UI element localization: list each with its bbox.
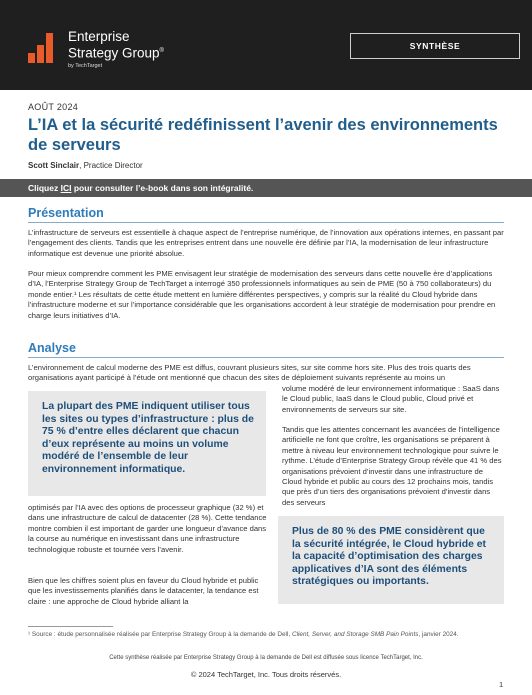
analyse-right-paragraph-2: Tandis que les attentes concernant les avancées de l’intelligence artificielle ne font que croître, les organisations se préparent à mettre à niveau leur environnement technologique pour suivre le rythme. L’étude d’Enterprise Strategy Group révèle que 41 % des organisations prévoient d’investir dans une infrastructure de Cloud hybride et public au cours des 12 prochains mois, tandis que près d’un tiers des organisations prévoient d’investir dans des serveurs bbox=[282, 425, 502, 507]
presentation-paragraph-2: Pour mieux comprendre comment les PME envisagent leur stratégie de modernisation des serveurs dans cette nouvelle ère d’applications d’IA, l’Enterprise Strategy Group de TechTarget a interrogé 350 professionnels informatiques au sein de PME (50 à 750 collaborateurs) du monde entier.¹ Les résultats de cette étude mettent en lumière différentes perspectives, y compris sur la réalité du Cloud hybride dans l’infrastructure moderne et sur l’importance considérable que les organisations accordent à leur stratégie de modernisation pour prendre en charge leurs initiatives d’IA. bbox=[28, 269, 496, 320]
section-heading-analyse: Analyse bbox=[28, 341, 76, 355]
header-bar bbox=[0, 0, 532, 90]
page-number: 1 bbox=[499, 680, 504, 689]
analyse-left-paragraph-2: Bien que les chiffres soient plus en faveur du Cloud hybride et public que les investissements planifiés dans le datacenter, la tendance est claire : une approche de Cloud hybride alliant la bbox=[28, 576, 259, 606]
analyse-right-paragraph-1: volume modéré de leur environnement informatique : SaaS dans le Cloud public, IaaS dans le Cloud public, Cloud privé et environnements de serveurs sur site. bbox=[282, 384, 500, 414]
section-divider bbox=[28, 222, 504, 223]
section-divider bbox=[28, 357, 504, 358]
cta-text-before: Cliquez bbox=[28, 183, 61, 193]
pull-quote-1: La plupart des PME indiquent utiliser tous les sites ou types d’infrastructure : plus de 75 % d’entre elles déclarent que chacun d’eux représente au moins un volume modéré de l’ensemble de leur environnement informatique. bbox=[28, 391, 266, 496]
logo-byline: by TechTarget bbox=[68, 62, 103, 69]
analyse-left-paragraph-1: optimisés par l’IA avec des options de processeur graphique (32 %) et dans une infrastructure de calcul de datacenter (28 %). Cette tendance montre combien il est important de garder une longueur d’avance dans la course au numérique en investissant dans une infrastructure technologique robuste et tournée vers l’avenir. bbox=[28, 503, 267, 554]
logo-line2: Strategy Group bbox=[68, 45, 160, 61]
license-disclaimer: Cette synthèse réalisée par Enterprise Strategy Group à la demande de Dell est diffusée sous licence TechTarget, Inc. bbox=[109, 655, 423, 661]
logo-bars-icon bbox=[28, 33, 60, 63]
author-name: Scott Sinclair bbox=[28, 161, 80, 170]
logo-line1: Enterprise bbox=[68, 29, 130, 44]
page-title: L’IA et la sécurité redéfinissent l’avenir des environnements de serveurs bbox=[28, 116, 498, 154]
analyse-intro: L’environnement de calcul moderne des PME est diffus, couvrant plusieurs sites, sur site comme hors site. Plus des trois quarts des organisations ayant participé à l’étude ont mentionné que chacun des sites de déploiement suivants représente au moins un bbox=[28, 363, 471, 383]
cta-text-after: pour consulter l’e-book dans son intégralité. bbox=[71, 183, 254, 193]
publish-date: AOÛT 2024 bbox=[28, 102, 79, 112]
footnote-report-title: Client, Server, and Storage SMB Pain Points bbox=[291, 631, 419, 638]
presentation-paragraph-1: L’infrastructure de serveurs est essentielle à chaque aspect de l’entreprise numérique, de l’innovation aux opérations internes, en passant par l’engagement des clients. Tandis que les entreprises entrent dans une nouvelle ère définie par l’IA, la modernisation de leur infrastructure informatique est devenue une priorité absolue. bbox=[28, 228, 504, 258]
footnote-rule bbox=[28, 626, 113, 627]
logo bbox=[68, 30, 164, 70]
logo-trademark: ® bbox=[159, 48, 164, 54]
author-line bbox=[28, 161, 143, 170]
copyright: © 2024 TechTarget, Inc. Tous droits réservés. bbox=[190, 670, 342, 679]
author-role: , Practice Director bbox=[79, 161, 143, 170]
footnote-text-before: ¹ Source : étude personnalisée réalisée par Enterprise Strategy Group à la demande de Dell, bbox=[28, 631, 292, 638]
section-heading-presentation: Présentation bbox=[28, 206, 104, 220]
footnote bbox=[28, 630, 504, 639]
ebook-cta-bar bbox=[0, 179, 532, 197]
ebook-link[interactable]: ICI bbox=[60, 183, 72, 193]
footnote-text-after: , janvier 2024. bbox=[418, 631, 459, 638]
doc-type-badge: SYNTHÈSE bbox=[350, 33, 520, 59]
pull-quote-2: Plus de 80 % des PME considèrent que la sécurité intégrée, le Cloud hybride et la capacité d’optimisation des charges applicatives d’IA sont des éléments stratégiques ou importants. bbox=[278, 516, 504, 604]
